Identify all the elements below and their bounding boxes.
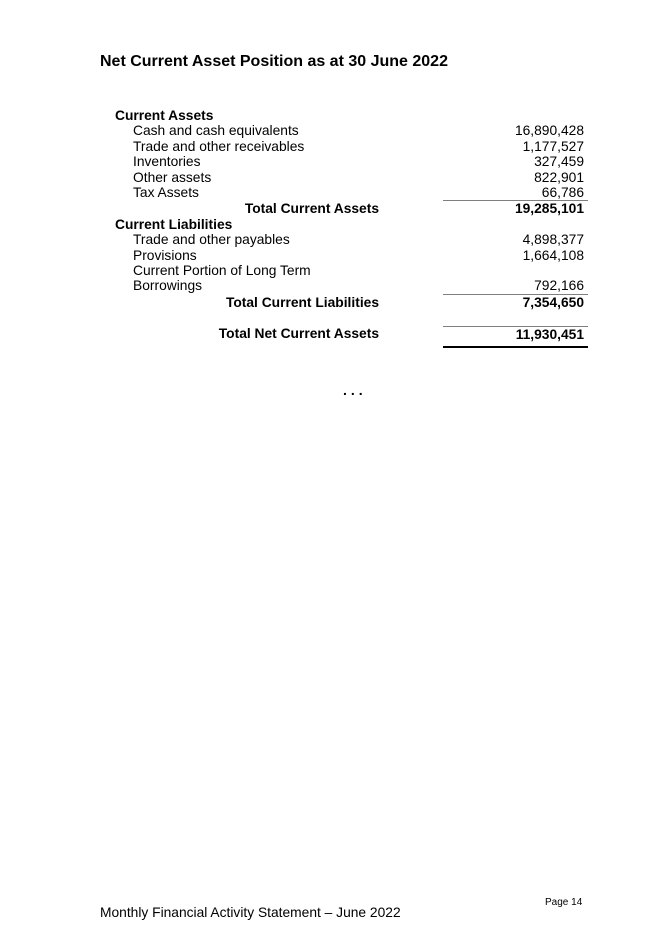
table-row — [115, 185, 588, 201]
grand-total-value: 11,930,451 — [443, 326, 588, 348]
section-heading-value — [443, 217, 588, 232]
footer-document-title: Monthly Financial Activity Statement – June 2022 — [100, 905, 401, 920]
line-item-label: Inventories — [133, 154, 201, 170]
table-row — [115, 123, 588, 138]
total-value: 19,285,101 — [514, 201, 584, 217]
section-heading-value — [443, 108, 588, 123]
line-item-value: 792,166 — [443, 278, 588, 294]
row-spacer — [115, 310, 588, 325]
grand-total-label: Total Net Current Assets — [218, 325, 379, 341]
table-row — [115, 232, 588, 247]
line-item-value: 66,786 — [443, 185, 588, 201]
continuation-ellipsis: ... — [343, 382, 367, 398]
line-item-label: Trade and other payables — [133, 232, 290, 248]
total-row — [115, 295, 588, 310]
page-title: Net Current Asset Position as at 30 June 2022 — [100, 53, 448, 70]
grand-total-row — [115, 326, 588, 348]
section-heading-row — [115, 217, 588, 232]
section-heading-row — [115, 108, 588, 123]
line-item-label: Current Portion of Long Term — [133, 263, 311, 279]
total-label: Total Current Assets — [244, 201, 379, 217]
section-heading: Current Assets — [115, 108, 214, 123]
line-item-label: Provisions — [133, 247, 197, 263]
table-row — [115, 154, 588, 169]
table-row — [115, 263, 588, 278]
total-row — [115, 201, 588, 216]
line-item-label: Cash and cash equivalents — [133, 123, 299, 139]
line-item-value: 327,459 — [534, 154, 584, 170]
line-item-label: Borrowings — [133, 278, 203, 294]
table-row — [115, 139, 588, 154]
table-row — [115, 278, 588, 294]
total-value: 7,354,650 — [522, 294, 584, 310]
line-item-value — [443, 263, 588, 278]
line-item-label: Trade and other receivables — [133, 138, 305, 154]
section-heading: Current Liabilities — [115, 216, 233, 232]
line-item-value: 822,901 — [534, 169, 584, 185]
table-row — [115, 170, 588, 185]
line-item-value: 4,898,377 — [522, 232, 584, 248]
total-label: Total Current Liabilities — [225, 294, 379, 310]
table-row — [115, 248, 588, 263]
line-item-label: Other assets — [133, 169, 212, 185]
page-number: Page 14 — [545, 897, 583, 908]
financial-statement-table — [115, 108, 588, 348]
line-item-value: 1,177,527 — [522, 138, 584, 154]
line-item-label: Tax Assets — [133, 185, 199, 201]
line-item-value: 16,890,428 — [514, 123, 584, 139]
line-item-value: 1,664,108 — [522, 247, 584, 263]
